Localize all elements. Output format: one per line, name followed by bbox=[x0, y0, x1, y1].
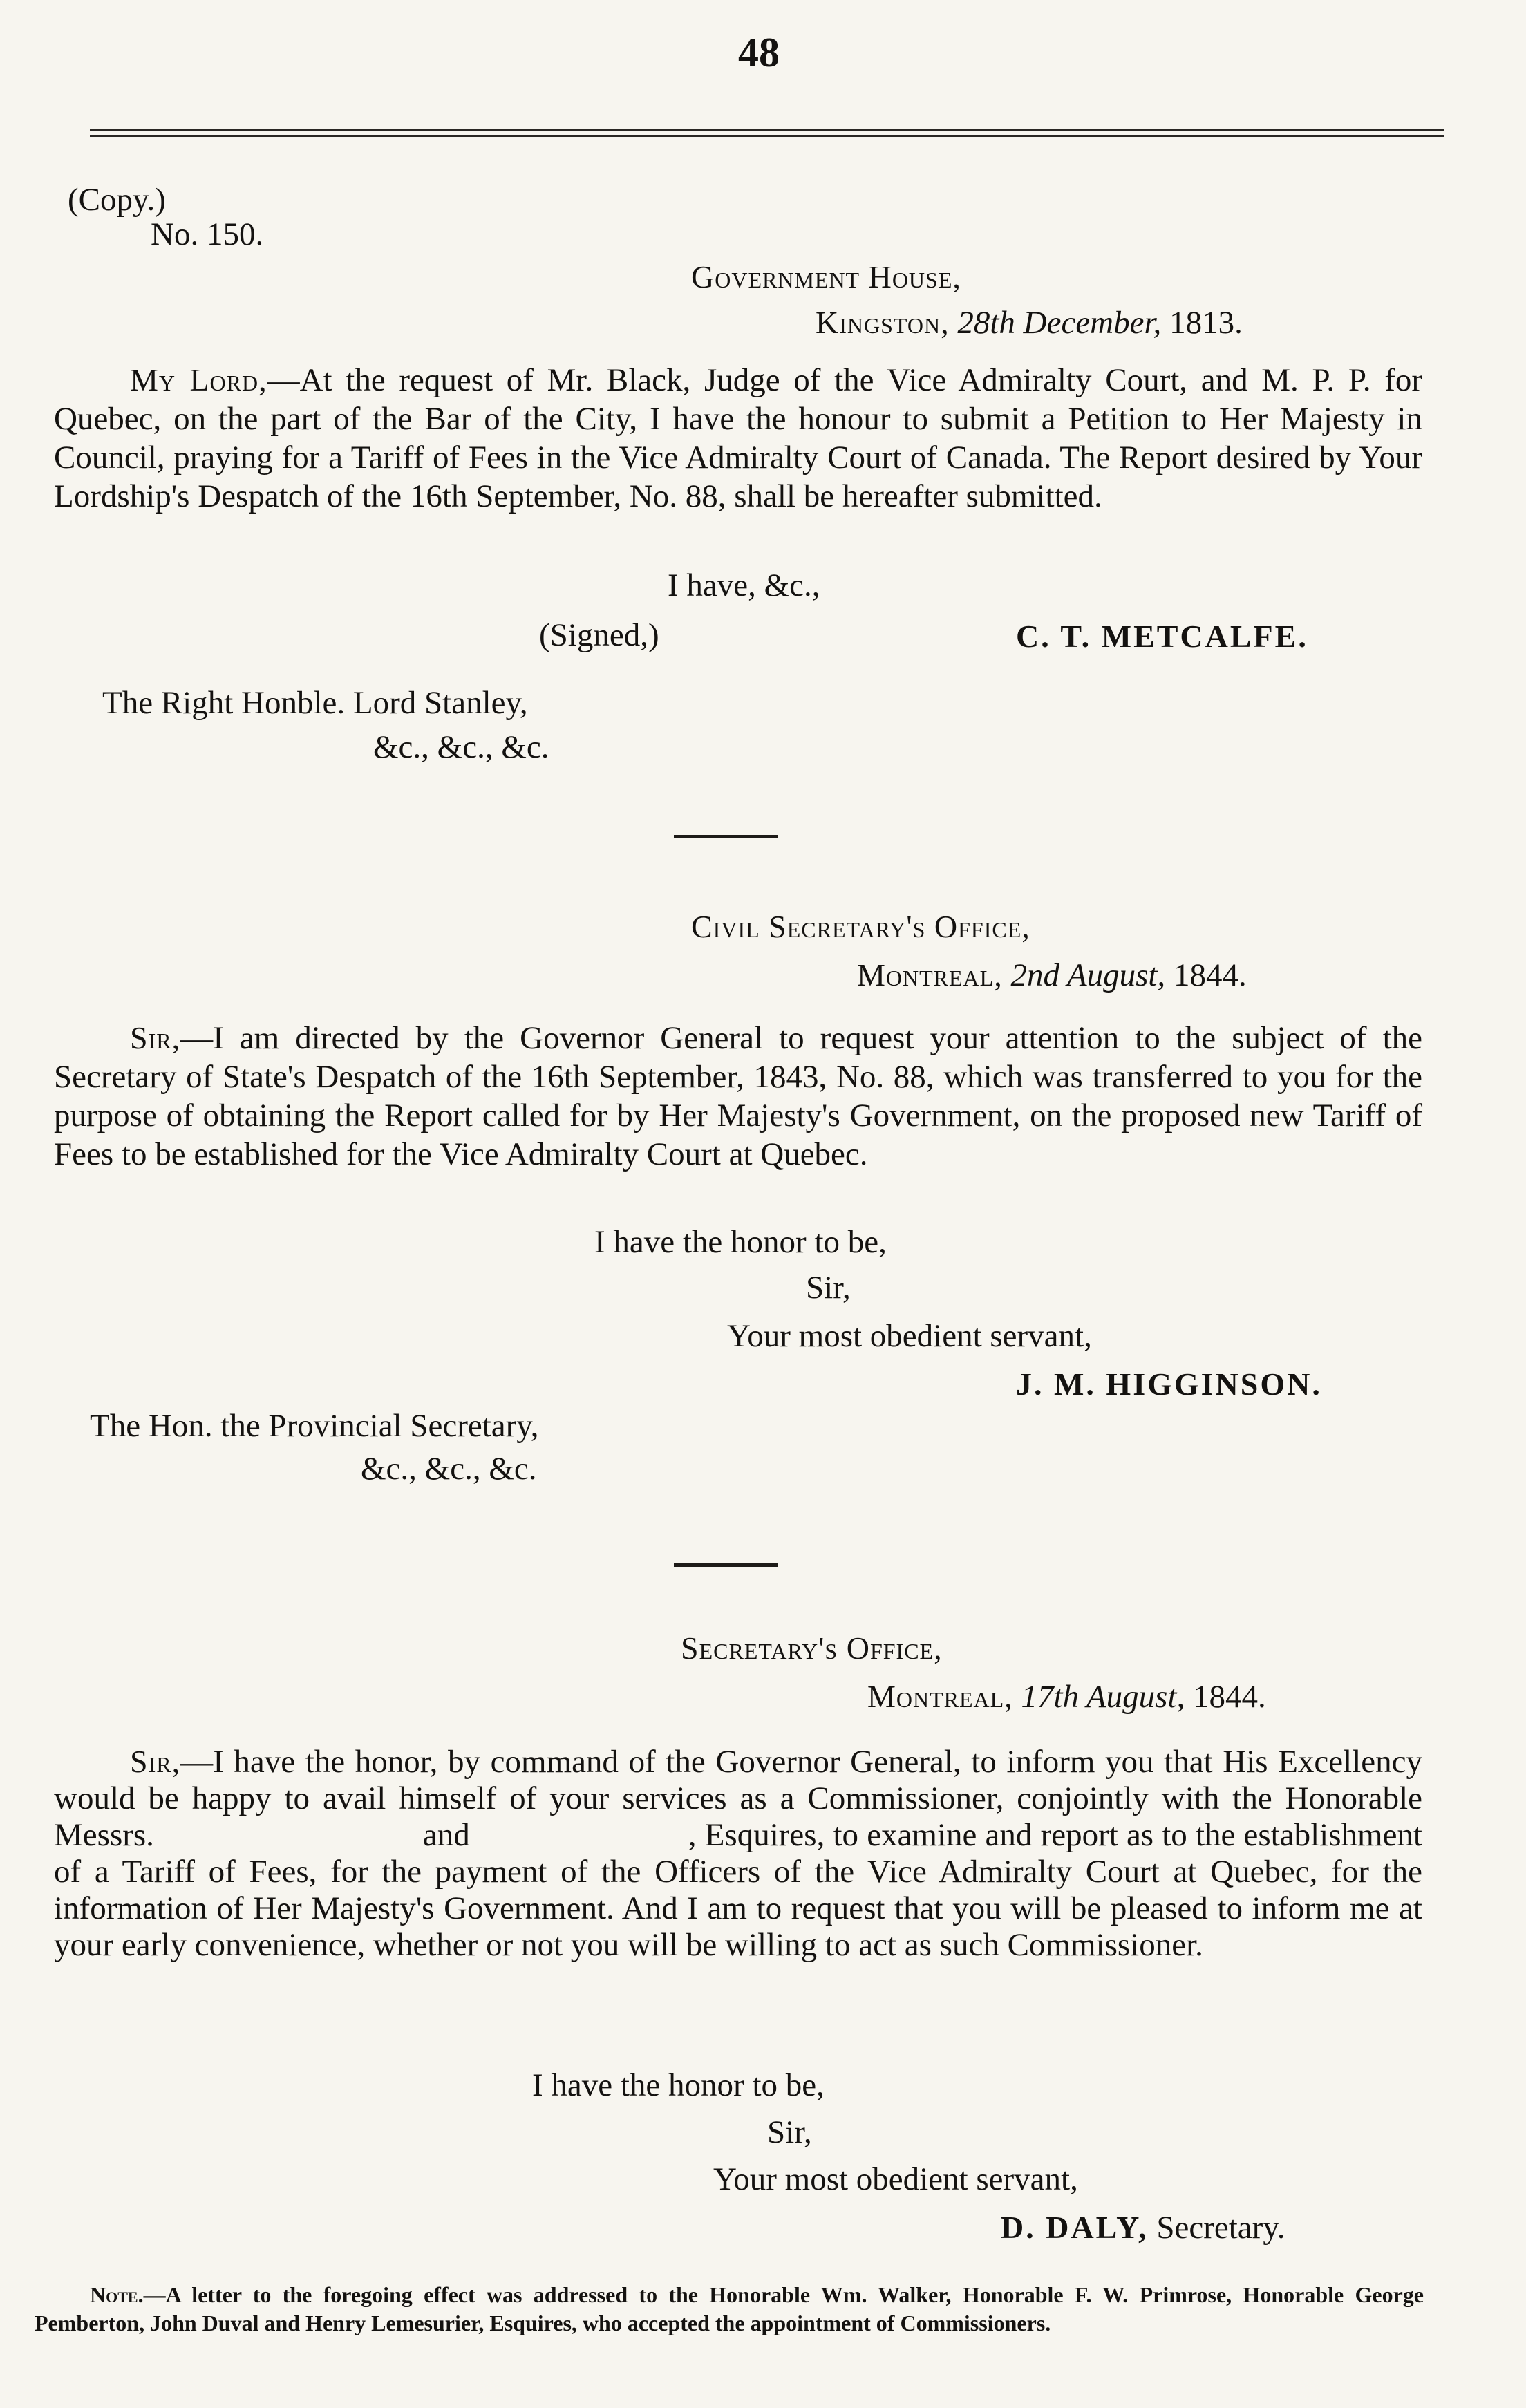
letter3-date: 17th August, bbox=[1021, 1679, 1185, 1715]
letter3-salutation: Sir, bbox=[130, 1744, 181, 1779]
letter1-addressee: The Right Honble. Lord Stanley, bbox=[102, 685, 528, 721]
letter2-body bbox=[54, 1019, 1422, 1174]
letter3-closing-2: Sir, bbox=[767, 2114, 812, 2150]
letter1-salutation: My Lord, bbox=[130, 362, 267, 397]
section-divider bbox=[674, 1563, 778, 1567]
letter3-text: —I have the honor, by command of the Governor General, to inform you that His Excellency would be happy to avail himself of your services as a Commissioner, conjointly with the Honorable Messrs. and , Esquires, to examine and report as to the establishment of a Tariff of Fees, for the payment of the Officers of the Vice Admiralty Court at Quebec, for the information of Her Majesty's Government. And I am to request that you will be pleased to inform me at your early convenience, whether or not you will be willing to act as such Commissioner. bbox=[54, 1744, 1431, 1963]
letter1-signature: C. T. METCALFE. bbox=[1016, 619, 1308, 654]
letter3-signature-title: Secretary. bbox=[1156, 2210, 1285, 2246]
letter3-signature-line bbox=[1001, 2209, 1285, 2246]
letter3-city: Montreal, bbox=[867, 1679, 1013, 1714]
letter3-body bbox=[54, 1743, 1431, 1964]
letter2-signature: J. M. HIGGINSON. bbox=[1016, 1366, 1322, 1402]
letter2-salutation: Sir, bbox=[130, 1020, 181, 1055]
letter3-closing-3: Your most obedient servant, bbox=[713, 2161, 1078, 2197]
letter2-addressee-etc: &c., &c., &c. bbox=[361, 1451, 537, 1487]
letter1-closing: I have, &c., bbox=[668, 567, 820, 603]
letter2-addressee: The Hon. the Provincial Secretary, bbox=[90, 1408, 539, 1444]
copy-mark: (Copy.) bbox=[68, 182, 166, 218]
footnote bbox=[35, 2281, 1424, 2338]
letter2-closing-3: Your most obedient servant, bbox=[727, 1318, 1092, 1354]
footnote-text: —A letter to the foregoing effect was addressed to the Honorable Wm. Walker, Honorable F. W. Primrose, Honorable George Pemberton, John Duval and Henry Lemesurier, Esquires, who accepted the appointment of Commissioners. bbox=[35, 2282, 1424, 2335]
letter1-dateline bbox=[816, 304, 1243, 341]
header-rule bbox=[90, 129, 1444, 131]
letter2-date: 2nd August, bbox=[1010, 957, 1166, 993]
footnote-label: Note. bbox=[90, 2282, 144, 2307]
letter2-closing-1: I have the honor to be, bbox=[594, 1224, 887, 1260]
letter3-year: 1844. bbox=[1193, 1679, 1266, 1715]
header-rule-thin bbox=[90, 135, 1444, 137]
section-divider bbox=[674, 835, 778, 838]
letter3-dateline bbox=[867, 1678, 1266, 1715]
letter1-addressee-etc: &c., &c., &c. bbox=[373, 729, 549, 765]
letter3-place: Secretary's Office, bbox=[681, 1630, 943, 1666]
page-number: 48 bbox=[738, 30, 780, 75]
letter2-place: Civil Secretary's Office, bbox=[691, 909, 1030, 944]
despatch-number: No. 150. bbox=[151, 216, 264, 252]
letter1-date: 28th December, bbox=[957, 305, 1162, 341]
letter3-closing-1: I have the honor to be, bbox=[532, 2067, 825, 2103]
letter3-signature: D. DALY, bbox=[1001, 2210, 1149, 2245]
letter1-place: Government House, bbox=[691, 259, 961, 294]
letter2-year: 1844. bbox=[1173, 957, 1247, 993]
letter1-year: 1813. bbox=[1169, 305, 1243, 341]
letter2-closing-2: Sir, bbox=[806, 1270, 851, 1306]
letter2-dateline bbox=[857, 957, 1247, 994]
letter1-body bbox=[54, 361, 1422, 516]
letter2-city: Montreal, bbox=[857, 957, 1003, 993]
letter2-text: —I am directed by the Governor General to request your attention to the subject of the Secretary of State's Despatch of the 16th September, 1843, No. 88, which was transferred to you for the purpose of obtaining the Report called for by Her Majesty's Government, on the proposed new Tariff of Fees to be established for the Vice Admiralty Court at Quebec. bbox=[54, 1020, 1422, 1172]
letter1-text: —At the request of Mr. Black, Judge of the Vice Admiralty Court, and M. P. P. for Quebec, on the part of the Bar of the City, I have the honour to submit a Petition to Her Majesty in Council, praying for a Tariff of Fees in the Vice Admiralty Court of Canada. The Report desired by Your Lordship's Despatch of the 16th September, No. 88, shall be hereafter submitted. bbox=[54, 362, 1422, 514]
letter1-signed: (Signed,) bbox=[539, 617, 659, 653]
letter1-city: Kingston, bbox=[816, 305, 950, 340]
